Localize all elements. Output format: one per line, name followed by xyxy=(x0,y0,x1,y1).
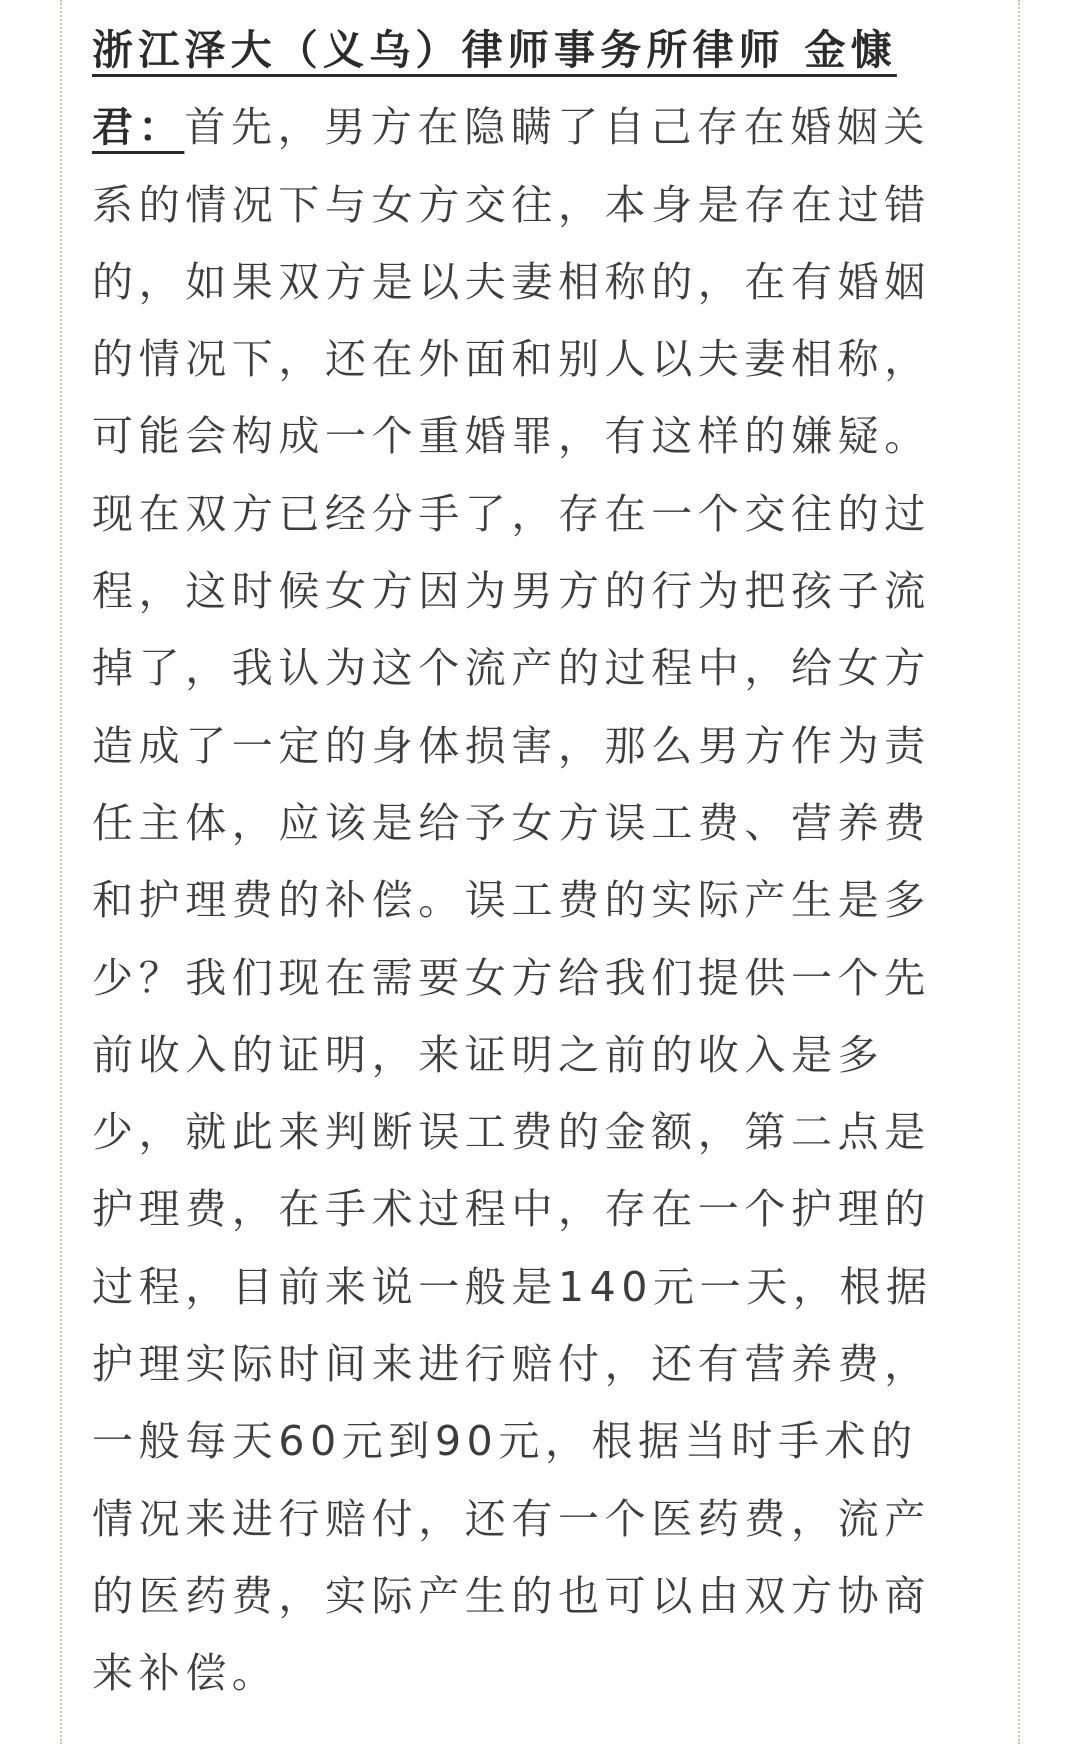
paragraph-line: 一般每天60元到90元，根据当时手术的 xyxy=(92,1417,918,1466)
paragraph-line: 护理实际时间来进行赔付，还有营养费， xyxy=(92,1340,931,1389)
paragraph-line: 少，就此来判断误工费的金额，第二点是 xyxy=(92,1108,931,1157)
article-body xyxy=(92,12,998,1713)
paragraph-line: 系的情况下与女方交往，本身是存在过错 xyxy=(92,180,931,229)
paragraph-line: 任主体，应该是给予女方误工费、营养费 xyxy=(92,798,931,847)
paragraph-line: 护理费，在手术过程中，存在一个护理的 xyxy=(92,1185,931,1234)
right-border-decoration xyxy=(1018,0,1020,1744)
paragraph-line: 的医药费，实际产生的也可以由双方协商 xyxy=(92,1571,931,1620)
paragraph-line xyxy=(92,89,998,166)
paragraph-line: 造成了一定的身体损害，那么男方作为责 xyxy=(92,721,931,770)
paragraph-line: 情况来进行赔付，还有一个医药费，流产 xyxy=(92,1494,931,1543)
left-border-decoration xyxy=(60,0,62,1744)
paragraph-line: 和护理费的补偿。误工费的实际产生是多 xyxy=(92,876,931,925)
paragraph-line: 的情况下，还在外面和别人以夫妻相称， xyxy=(92,335,931,384)
paragraph-text: 首先，男方在隐瞒了自己存在婚姻关 xyxy=(184,103,931,152)
paragraph-line: 过程，目前来说一般是140元一天，根据 xyxy=(92,1262,933,1311)
speaker-name: 浙江泽大（义乌）律师事务所律师 金慷 xyxy=(92,26,897,74)
speaker-name-suffix: 君： xyxy=(92,103,185,152)
paragraph-line: 掉了，我认为这个流产的过程中，给女方 xyxy=(92,644,931,693)
paragraph-line: 的，如果双方是以夫妻相称的，在有婚姻 xyxy=(92,257,931,306)
paragraph-line xyxy=(92,12,998,89)
paragraph-line: 少？我们现在需要女方给我们提供一个先 xyxy=(92,953,931,1002)
paragraph-line: 现在双方已经分手了，存在一个交往的过 xyxy=(92,489,931,538)
paragraph-line: 来补偿。 xyxy=(92,1649,279,1698)
paragraph-line: 程，这时候女方因为男方的行为把孩子流 xyxy=(92,567,931,616)
paragraph-line: 前收入的证明，来证明之前的收入是多 xyxy=(92,1030,885,1079)
paragraph-line: 可能会构成一个重婚罪，有这样的嫌疑。 xyxy=(92,412,931,461)
